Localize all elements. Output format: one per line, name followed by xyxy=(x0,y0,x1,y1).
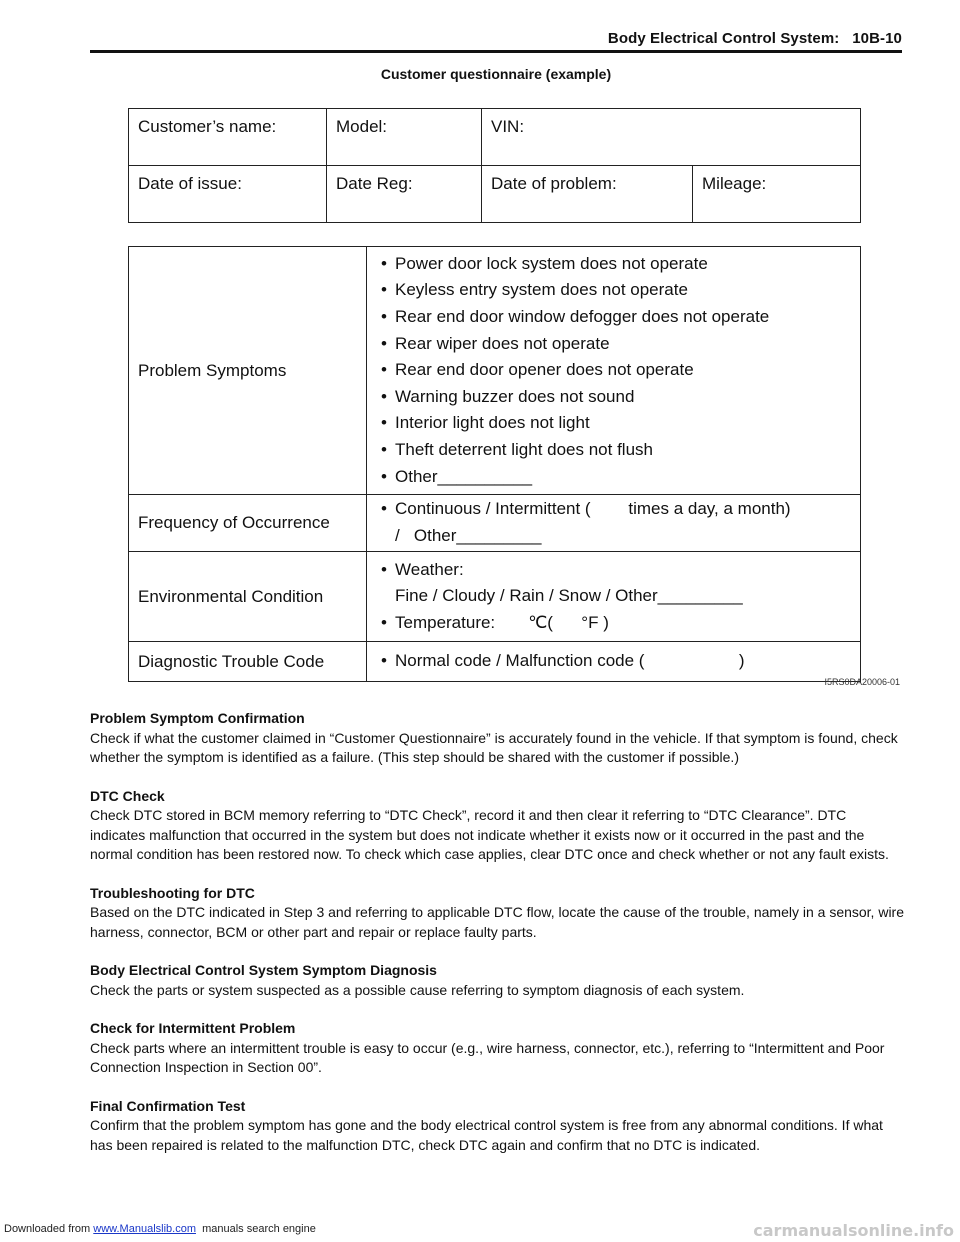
section xyxy=(90,961,905,1000)
list-item: • Interior light does not light xyxy=(381,413,590,433)
list-item: • Other__________ xyxy=(381,466,533,486)
date-of-issue-cell: Date of issue: xyxy=(129,166,327,223)
section-text: Check the parts or system suspected as a possible cause referring to symptom diagnosis of each system. xyxy=(90,981,745,998)
section-text: Check DTC stored in BCM memory referring to “DTC Check”, record it and then clear it referring to “DTC Clearance”. DTC indicates malfunction that occurred in the system but does not indicate whether it exists now or it occurred in the past and the normal condition has been restored now. To check which case applies, clear DTC once and check whether or not any fault exists. xyxy=(90,807,889,862)
symptom-table xyxy=(128,246,861,682)
list-item: • Power door lock system does not operate xyxy=(381,253,708,273)
weather-label: Weather: xyxy=(395,559,464,579)
problem-symptoms-list xyxy=(367,247,861,495)
list-item: • Rear end door opener does not operate xyxy=(381,360,694,380)
list-item: • Keyless entry system does not operate xyxy=(381,280,688,300)
header-page-number: 10B-10 xyxy=(852,30,902,47)
mileage-cell: Mileage: xyxy=(693,166,861,223)
section-text: Check if what the customer claimed in “Customer Questionnaire” is accurately found in the vehicle. If that symptom is found, check whether the symptom is identified as a failure. (This step should be shared with the customer if possible.) xyxy=(90,729,898,765)
dtc-value: • Normal code / Malfunction code ( ) xyxy=(367,642,861,682)
body-text xyxy=(90,709,905,1174)
date-reg-cell: Date Reg: xyxy=(327,166,482,223)
section-heading: DTC Check xyxy=(90,787,165,804)
list-item: • Rear wiper does not operate xyxy=(381,333,610,353)
header-rule xyxy=(90,50,902,53)
temperature-field: Temperature: ℃( °F ) xyxy=(395,612,609,632)
environment-value: • Weather: Fine / Cloudy / Rain / Snow / Other_________ • Temperature: ℃( °F ) xyxy=(367,552,861,642)
frequency-label: Frequency of Occurrence xyxy=(129,495,367,552)
customer-name-cell: Customer’s name: xyxy=(129,109,327,166)
dtc-label: Diagnostic Trouble Code xyxy=(129,642,367,682)
download-suffix: manuals search engine xyxy=(202,1223,316,1235)
section xyxy=(90,1097,905,1156)
customer-info-table xyxy=(128,108,861,223)
watermark: carmanualsonline.info xyxy=(753,1221,954,1240)
section-text: Based on the DTC indicated in Step 3 and referring to applicable DTC flow, locate the cause of the trouble, namely in a sensor, wire harness, connector, BCM or other part and repair or replace faulty parts. xyxy=(90,904,905,940)
list-item: • Theft deterrent light does not flush xyxy=(381,439,653,459)
list-item: • Rear end door window defogger does not operate xyxy=(381,307,770,327)
list-item: • Warning buzzer does not sound xyxy=(381,386,635,406)
section xyxy=(90,1019,905,1078)
section xyxy=(90,709,905,768)
frequency-line-2: / Other_________ xyxy=(395,526,542,545)
dtc-options: Normal code / Malfunction code ( ) xyxy=(395,651,745,671)
weather-options: Fine / Cloudy / Rain / Snow / Other_________ xyxy=(395,586,743,606)
environment-label: Environmental Condition xyxy=(129,552,367,642)
section xyxy=(90,787,905,865)
problem-symptoms-label: Problem Symptoms xyxy=(129,247,367,495)
section-heading: Check for Intermittent Problem xyxy=(90,1020,296,1036)
section-heading: Body Electrical Control System Symptom Diagnosis xyxy=(90,962,437,978)
section xyxy=(90,884,905,943)
manualslib-link[interactable]: www.Manualslib.com xyxy=(93,1223,196,1235)
page-header xyxy=(90,30,902,52)
section-text: Confirm that the problem symptom has gone and the body electrical control system is free from any abnormal conditions. If what has been repaired is related to the malfunction DTC, check DTC again and confirm that no DTC is indicated. xyxy=(90,1117,883,1153)
page-footer xyxy=(0,1221,960,1239)
vin-cell: VIN: xyxy=(482,109,861,166)
download-note xyxy=(4,1223,316,1235)
section-heading: Final Confirmation Test xyxy=(90,1097,246,1114)
section-heading: Problem Symptom Confirmation xyxy=(90,710,305,726)
frequency-line-1: Continuous / Intermittent ( times a day, a month) xyxy=(395,499,791,519)
figure-title: Customer questionnaire (example) xyxy=(380,66,612,82)
date-of-problem-cell: Date of problem: xyxy=(482,166,693,223)
download-prefix: Downloaded from xyxy=(4,1223,91,1235)
header-title: Body Electrical Control System: xyxy=(607,30,840,47)
frequency-value: • Continuous / Intermittent ( times a day, a month) / Other_________ xyxy=(367,495,861,552)
model-cell: Model: xyxy=(327,109,482,166)
figure-code: I5RS0DA20006-01 xyxy=(824,677,900,687)
section-heading: Troubleshooting for DTC xyxy=(90,884,255,901)
section-text: Check parts where an intermittent trouble is easy to occur (e.g., wire harness, connector, etc.), referring to “Intermittent and Poor Connection Inspection in Section 00”. xyxy=(90,1039,885,1075)
